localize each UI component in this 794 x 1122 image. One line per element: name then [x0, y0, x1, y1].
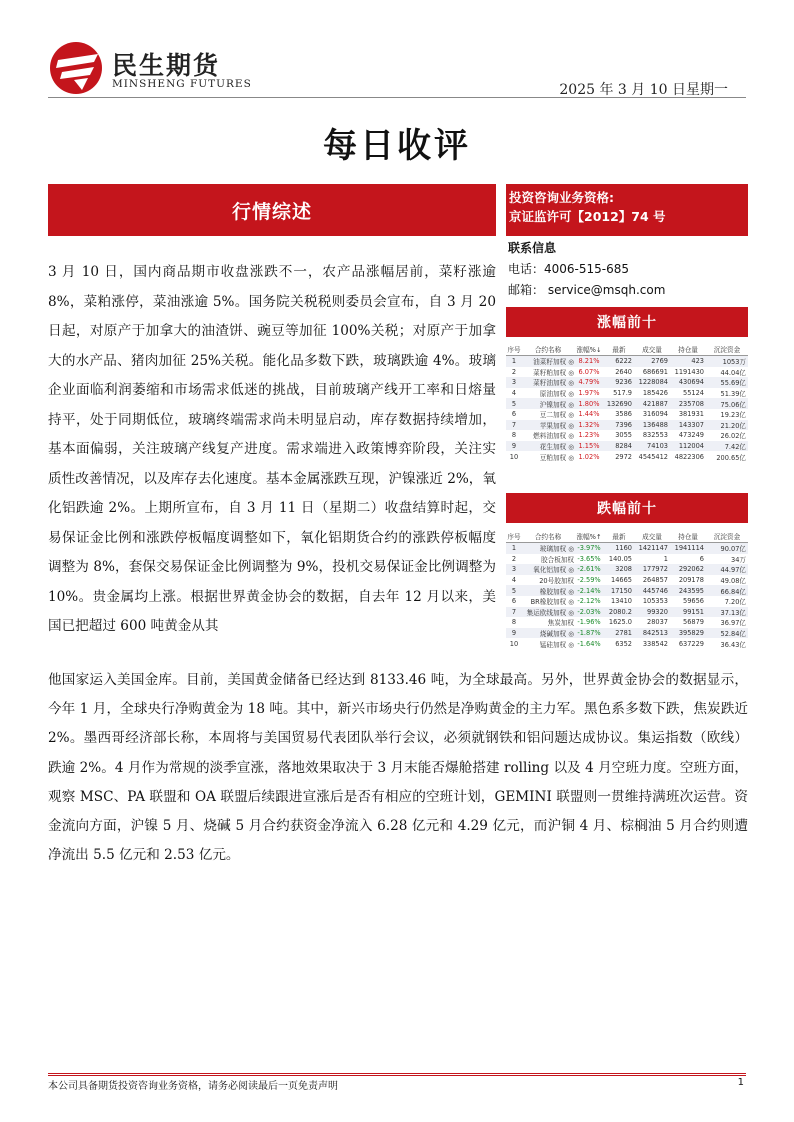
losers-title-text: 跌幅前十	[597, 501, 657, 517]
table-cell: 20号胶加权	[539, 577, 574, 586]
table-cell: 8.21%	[574, 356, 604, 367]
table-cell: 90.07亿	[706, 543, 748, 554]
table-cell: 105353	[642, 597, 668, 606]
table-cell: 3	[506, 377, 522, 388]
table-cell: 橡胶加权 ◎	[522, 585, 574, 596]
table-cell: 8	[511, 618, 517, 627]
logo-english-name: MINSHENG FUTURES	[112, 78, 252, 90]
table-cell: 集运欧线加权 ◎	[522, 607, 574, 618]
table-cell: 豆粕加权 ◎	[539, 453, 574, 462]
table-cell: -2.59%	[577, 576, 601, 585]
table-cell: 99151	[670, 607, 706, 618]
table-row[interactable]	[506, 377, 748, 388]
table-cell: 1	[663, 554, 668, 563]
table-row[interactable]	[506, 356, 748, 367]
table-cell: 1053万	[706, 356, 748, 367]
table-cell: 26.02亿	[720, 432, 746, 441]
table-cell: 185426	[642, 389, 668, 398]
table-cell: 苹果加权 ◎	[522, 420, 574, 431]
table-cell: 1.97%	[578, 389, 600, 398]
table-cell: 9236	[604, 377, 634, 388]
license-number: 京证监许可【2012】74 号	[509, 209, 666, 224]
table-cell: 9	[506, 441, 522, 452]
table-cell: 37.13亿	[706, 607, 748, 618]
table-cell: 430694	[670, 377, 706, 388]
table-cell: 10	[509, 639, 519, 648]
section-title-banner	[48, 184, 496, 236]
table-cell: 19.23亿	[720, 411, 746, 420]
minsheng-logo-icon	[48, 40, 108, 96]
losers-body	[506, 543, 748, 649]
table-cell: 235708	[670, 398, 706, 409]
table-cell: -2.14%	[574, 585, 604, 596]
gainers-header-row	[506, 343, 748, 356]
table-cell: 44.04亿	[720, 368, 746, 377]
table-cell: 381931	[678, 410, 704, 419]
table-row[interactable]	[506, 367, 748, 378]
column-header: 成交量	[634, 343, 670, 356]
table-row[interactable]	[506, 564, 748, 575]
table-cell: 胶合板加权	[541, 555, 574, 564]
column-header: 序号	[506, 530, 522, 543]
qualification-line: 投资咨询业务资格:	[509, 190, 614, 205]
qualification-banner	[506, 184, 748, 236]
header-divider	[48, 97, 746, 98]
table-cell: 13410	[611, 597, 632, 606]
table-cell: 锰硅加权 ◎	[539, 640, 574, 649]
column-header: 持仓量	[670, 530, 706, 543]
table-cell: 51.39亿	[720, 390, 746, 399]
column-header: 合约名称	[522, 343, 574, 356]
table-cell: 1.23%	[578, 431, 600, 440]
table-cell: 75.06亿	[706, 398, 748, 409]
email-address: 邮箱： service@msqh.com	[508, 283, 666, 297]
column-header: 序号	[506, 343, 522, 356]
table-cell: 2	[511, 367, 517, 376]
table-cell: 66.84亿	[706, 585, 748, 596]
table-cell: 4822306	[674, 452, 704, 461]
table-row[interactable]	[506, 409, 748, 420]
table-cell: 9	[506, 628, 522, 639]
table-cell: -2.12%	[577, 597, 601, 606]
table-cell: 143307	[670, 420, 706, 431]
table-cell: 1160	[604, 543, 634, 554]
table-row[interactable]	[506, 543, 748, 554]
table-cell: 2080.2	[604, 607, 634, 618]
table-cell: 10	[509, 452, 519, 461]
table-cell: 2972	[615, 452, 632, 461]
table-cell: 34万	[731, 555, 746, 564]
losers-table	[506, 530, 748, 649]
table-cell: 49.08亿	[720, 577, 746, 586]
table-cell: 6.07%	[578, 367, 600, 376]
table-cell: 3208	[604, 564, 634, 575]
table-row[interactable]	[506, 554, 748, 565]
table-cell: 5	[506, 398, 522, 409]
table-cell: 140.05	[608, 554, 632, 563]
table-cell: 7.42亿	[706, 441, 748, 452]
table-cell: 油菜籽加权 ◎	[522, 356, 574, 367]
table-cell: 1.02%	[578, 452, 600, 461]
table-cell: 55.69亿	[706, 377, 748, 388]
report-date: 2025 年 3 月 10 日星期一	[559, 82, 728, 98]
column-header: 合约名称	[522, 530, 574, 543]
table-cell: 豆二加权 ◎	[539, 411, 574, 420]
table-row[interactable]	[506, 617, 748, 628]
table-cell: 菜籽粕加权 ◎	[533, 368, 574, 377]
table-cell: 421887	[634, 398, 670, 409]
gainers-body	[506, 356, 748, 462]
table-cell: 136488	[634, 420, 670, 431]
table-cell: 2640	[615, 367, 632, 376]
losers-header-row	[506, 530, 748, 543]
table-cell: 1625.0	[608, 618, 632, 627]
table-cell: 1941114	[670, 543, 706, 554]
table-cell: 56879	[683, 618, 704, 627]
table-row[interactable]	[506, 430, 748, 441]
table-row[interactable]	[506, 398, 748, 409]
table-cell: 8	[511, 431, 517, 440]
column-header: 成交量	[634, 530, 670, 543]
table-row[interactable]	[506, 585, 748, 596]
table-cell: 3586	[615, 410, 632, 419]
table-cell: 243595	[670, 585, 706, 596]
table-cell: 玻璃加权 ◎	[522, 543, 574, 554]
company-logo	[48, 40, 258, 96]
table-cell: 6	[699, 554, 704, 563]
table-cell: 花生加权 ◎	[522, 441, 574, 452]
losers-table-title	[506, 493, 748, 523]
table-cell: 423	[670, 356, 706, 367]
table-cell: 沪镍加权 ◎	[522, 398, 574, 409]
table-cell: 1.32%	[574, 420, 604, 431]
table-cell: 74103	[634, 441, 670, 452]
table-cell: 112004	[670, 441, 706, 452]
table-cell: 7.20亿	[724, 598, 746, 607]
table-cell: 132690	[604, 398, 634, 409]
section-title: 行情综述	[231, 200, 312, 223]
table-cell: 6222	[604, 356, 634, 367]
column-header: 最新	[604, 343, 634, 356]
table-cell: -2.03%	[574, 607, 604, 618]
table-cell: 517.9	[613, 389, 632, 398]
table-cell: 473249	[678, 431, 704, 440]
table-row[interactable]	[506, 638, 748, 649]
table-cell: 4	[511, 576, 517, 585]
table-cell: 4545412	[638, 452, 668, 461]
gainers-table	[506, 343, 748, 462]
table-cell: 3055	[615, 431, 632, 440]
table-cell: 59656	[683, 597, 704, 606]
table-cell: 21.20亿	[706, 420, 748, 431]
table-cell: 842513	[634, 628, 670, 639]
table-cell: 17150	[604, 585, 634, 596]
table-cell: 99320	[634, 607, 670, 618]
page-number: 1	[737, 1077, 744, 1088]
market-summary-paragraph: 3 月 10 日，国内商品期市收盘涨跌不一，农产品涨幅居前，菜籽涨逾 8%，菜粕涨停，菜油涨逾 5%。国务院关税税则委员会宣布，自 3 月 20 日起，对原产于加拿大的油渣饼、豌豆等加征 100%关税；对原产于加拿大的水产品、猪肉加征 25%关税。能化品多数下跌，玻璃跌逾 4%。玻璃企业面临利润萎缩和市场需求低迷的挑战，目前玻璃产线开工率和日熔量持平，处于同期低位，玻璃终端需求尚未明显启动，库存数据持续增加，基本面偏弱，关注玻璃产线复产进度。需求端进入政策博弈阶段，关注实质性改善情况，以及库存去化速度。基本金属涨跌互现，沪镍涨近 2%，氧化铝跌逾 2%。上期所宣布，自 3 月 11 日（星期二）收盘结算时起，交易保证金比例和涨跌停板幅度调整如下，氧化铝期货合约的涨跌停板幅度调整为 8%，套保交易保证金比例调整为 9%，投机交易保证金比例调整为 10%。贵金属均上涨。根据世界黄金协会的数据，自去年 12 月以来，美国已把超过 600 吨黄金从其	[48, 264, 496, 634]
contact-info	[508, 238, 748, 301]
table-row[interactable]	[506, 420, 748, 431]
table-cell: 686691	[642, 367, 668, 376]
contact-title: 联系信息	[508, 241, 557, 255]
table-cell: 6352	[615, 639, 632, 648]
column-header: 沉淀资金	[706, 343, 748, 356]
table-cell: 7	[506, 420, 522, 431]
table-cell: -1.87%	[574, 628, 604, 639]
table-cell: 1228084	[634, 377, 670, 388]
table-cell: -1.96%	[577, 618, 601, 627]
table-cell: 264857	[642, 576, 668, 585]
table-row[interactable]	[506, 575, 748, 586]
table-cell: 445746	[634, 585, 670, 596]
table-cell: 1.80%	[574, 398, 604, 409]
table-cell: -3.65%	[577, 554, 601, 563]
gainers-table-title	[506, 307, 748, 337]
table-row[interactable]	[506, 441, 748, 452]
page-title: 每日收评	[323, 126, 471, 166]
table-cell: 52.84亿	[706, 628, 748, 639]
table-cell: 2769	[634, 356, 670, 367]
table-cell: 7	[506, 607, 522, 618]
table-cell: -3.97%	[574, 543, 604, 554]
table-cell: 5	[506, 585, 522, 596]
table-cell: 1	[506, 543, 522, 554]
column-header: 涨幅%↓	[574, 343, 604, 356]
table-row[interactable]	[506, 388, 748, 399]
table-cell: 6	[511, 410, 517, 419]
table-cell: 2781	[604, 628, 634, 639]
footer-disclaimer: 本公司具备期货投资咨询业务资格，请务必阅读最后一页免责声明	[48, 1081, 338, 1092]
table-cell: 1191430	[674, 367, 704, 376]
table-cell: 55124	[683, 389, 704, 398]
table-cell: 44.97亿	[706, 564, 748, 575]
table-cell: 4	[511, 389, 517, 398]
footer-divider	[48, 1073, 746, 1076]
table-cell: 14665	[611, 576, 632, 585]
table-cell: 焦炭加权	[547, 619, 574, 628]
table-cell: 36.43亿	[720, 640, 746, 649]
table-cell: 316094	[642, 410, 668, 419]
table-cell: 1	[506, 356, 522, 367]
table-cell: 1.15%	[574, 441, 604, 452]
table-cell: 292062	[670, 564, 706, 575]
table-cell: 2	[511, 554, 517, 563]
table-cell: 6	[511, 597, 517, 606]
table-cell: 338542	[642, 639, 668, 648]
column-header: 沉淀资金	[706, 530, 748, 543]
table-cell: 177972	[634, 564, 670, 575]
table-cell: 菜籽油加权 ◎	[522, 377, 574, 388]
table-cell: 4.79%	[574, 377, 604, 388]
table-cell: 8284	[604, 441, 634, 452]
table-cell: 395829	[670, 628, 706, 639]
table-cell: 1.44%	[578, 410, 600, 419]
table-row[interactable]	[506, 607, 748, 618]
table-cell: 3	[506, 564, 522, 575]
table-row[interactable]	[506, 451, 748, 462]
market-summary-paragraph-continued: 他国家运入美国金库。目前，美国黄金储备已经达到 8133.46 吨，为全球最高。另外，世界黄金协会的数据显示，今年 1 月，全球央行净购黄金为 18 吨。其中，新兴市场央行仍然是净购黄金的主力军。黑色系多数下跌，焦炭跌近 2%。墨西哥经济部长称，本周将与美国贸易代表团队举行会议，必须就钢铁和铝问题达成协议。集运指数（欧线）跌逾 2%。4 月作为常规的淡季宣涨，落地效果取决于 3 月末能否爆舱搭建 rolling 以及 4 月空班力度。空班方面，观察 MSC、PA 联盟和 OA 联盟后续跟进宣涨后是否有相应的空班计划，GEMINI 联盟则一贯维持满班次运营。资金流向方面，沪镍 5 月、烧碱 5 月合约获资金净流入 6.28 亿元和 4.29 亿元，而沪铜 4 月、棕榈油 5 月合约则遭净流出 5.5 亿元和 2.53 亿元。	[48, 672, 748, 864]
column-header: 涨幅%↑	[574, 530, 604, 543]
gainers-title-text: 涨幅前十	[597, 315, 657, 331]
table-cell: 烧碱加权 ◎	[522, 628, 574, 639]
table-cell: -2.61%	[574, 564, 604, 575]
table-cell: 832553	[642, 431, 668, 440]
table-cell: -1.64%	[577, 639, 601, 648]
table-cell: 原油加权 ◎	[539, 390, 574, 399]
table-cell: 7396	[604, 420, 634, 431]
logo-chinese-name: 民生期货	[112, 51, 221, 80]
table-cell: 1421147	[634, 543, 670, 554]
table-cell: 36.97亿	[720, 619, 746, 628]
table-row[interactable]	[506, 596, 748, 607]
table-row[interactable]	[506, 628, 748, 639]
table-cell: 209178	[678, 576, 704, 585]
table-cell: 200.65亿	[716, 453, 746, 462]
table-cell: 燃料油加权 ◎	[533, 432, 574, 441]
column-header: 持仓量	[670, 343, 706, 356]
table-cell: 637229	[678, 639, 704, 648]
table-cell: 28037	[647, 618, 668, 627]
table-cell: 氧化铝加权 ◎	[522, 564, 574, 575]
phone-number: 电话：4006-515-685	[508, 262, 630, 276]
table-cell: BR橡胶加权 ◎	[530, 598, 574, 607]
column-header: 最新	[604, 530, 634, 543]
